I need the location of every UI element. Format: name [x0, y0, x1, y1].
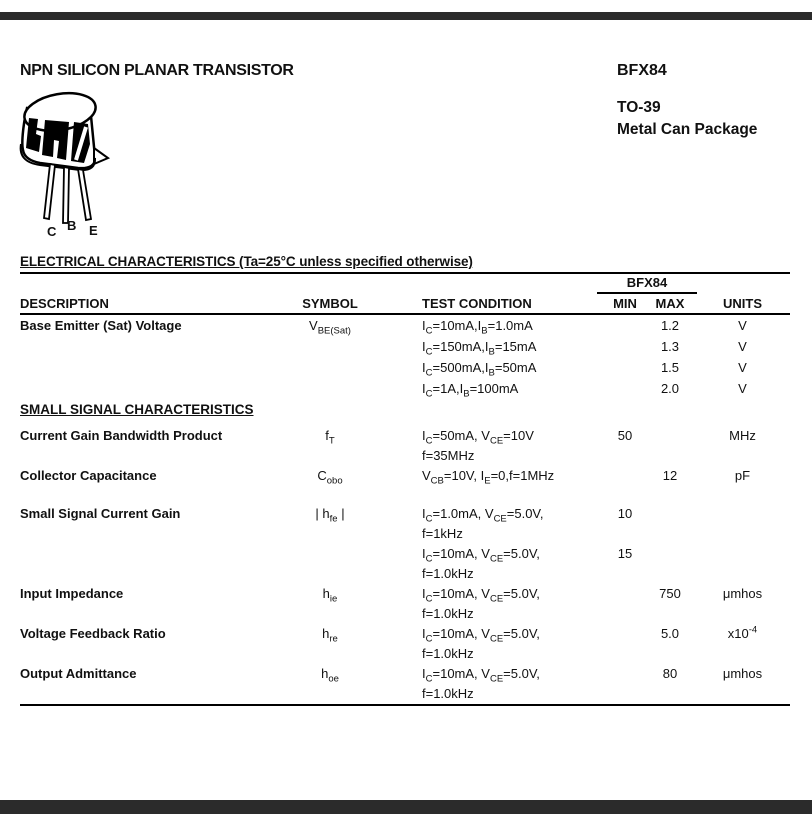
- row-test-condition: $I_C=150mA,I_B=15mA$: [422, 339, 537, 358]
- pin-label-e: E: [89, 223, 98, 238]
- table-row: [20, 504, 790, 544]
- column-header-units: UNITS: [723, 296, 762, 311]
- row-description: Base Emitter (Sat) Voltage: [20, 318, 182, 333]
- table-row: [20, 466, 790, 486]
- row-max: 750: [659, 586, 681, 601]
- row-units: V: [738, 360, 747, 375]
- row-units: V: [738, 318, 747, 333]
- row-units: MHz: [729, 428, 756, 443]
- row-units: μmhos: [722, 586, 763, 601]
- row-min: 10: [617, 506, 633, 521]
- row-description: Small Signal Current Gain: [20, 506, 181, 521]
- row-test-condition: $I_C=10mA$, $V_{CE}=5.0V$, f=1.0kHz: [422, 626, 540, 661]
- row-test-condition: $I_C=10mA$, $V_{CE}=5.0V$, f=1.0kHz: [422, 586, 540, 621]
- row-test-condition: $I_C=50mA$, $V_{CE}=10V$ f=35MHz: [422, 428, 534, 463]
- row-max: 1.5: [660, 360, 680, 375]
- row-test-condition: $I_C=1A,I_B=100mA$: [422, 381, 519, 400]
- row-description: Output Admittance: [20, 666, 137, 681]
- row-symbol: $f_T$: [325, 428, 335, 447]
- row-units: pF: [734, 468, 751, 483]
- row-symbol: $h_{ie}$: [322, 586, 338, 605]
- column-header-test-condition: TEST CONDITION: [422, 296, 532, 311]
- lead-collector: [44, 164, 55, 219]
- row-description: Collector Capacitance: [20, 468, 157, 483]
- small-signal-characteristics-heading: SMALL SIGNAL CHARACTERISTICS: [20, 402, 254, 417]
- row-units: μmhos: [722, 666, 763, 681]
- column-header-symbol: SYMBOL: [302, 296, 358, 311]
- table-header: [20, 274, 790, 315]
- column-header-min: MIN: [613, 296, 637, 311]
- page-title: NPN SILICON PLANAR TRANSISTOR: [20, 62, 294, 79]
- row-max: 1.3: [660, 339, 680, 354]
- row-units: V: [738, 381, 747, 396]
- row-test-condition: $I_C=10mA,I_B=1.0mA$: [422, 318, 533, 337]
- small-signal-section: [20, 426, 790, 704]
- table-row: [20, 426, 790, 466]
- row-test-condition: $I_C=1.0mA$, $V_{CE}=5.0V$, f=1kHz: [422, 506, 544, 541]
- row-test-condition: $I_C=500mA,I_B=50mA$: [422, 360, 537, 379]
- table-row: [20, 378, 790, 399]
- row-max: 12: [662, 468, 678, 483]
- can-tab: [94, 148, 108, 164]
- row-test-condition: $V_{CB}=10V$, $I_E=0,f=1MHz$: [422, 468, 555, 487]
- characteristics-table: [20, 272, 790, 706]
- table-row: [20, 664, 790, 704]
- table-group-header: BFX84: [597, 274, 697, 294]
- electrical-characteristics-heading: ELECTRICAL CHARACTERISTICS (Ta=25°C unless specified otherwise): [20, 254, 473, 269]
- row-units: V: [738, 339, 747, 354]
- sat-voltage-section: [20, 315, 790, 399]
- row-description: Voltage Feedback Ratio: [20, 626, 166, 641]
- row-max: 5.0: [660, 626, 680, 641]
- row-symbol: $V_{BE(Sat)}$: [309, 318, 351, 337]
- part-number: BFX84: [617, 62, 667, 79]
- column-header-description: DESCRIPTION: [20, 296, 109, 311]
- row-min: 50: [617, 428, 633, 443]
- top-rule-bar: [0, 12, 812, 20]
- row-symbol: | $h_{fe}$ |: [315, 506, 345, 525]
- transistor-package-drawing: [14, 86, 126, 241]
- row-max: 1.2: [660, 318, 680, 333]
- table-row: [20, 624, 790, 664]
- row-symbol: $h_{re}$: [322, 626, 338, 645]
- lead-emitter: [78, 169, 91, 220]
- row-units: $x10^{-4}$: [727, 624, 758, 641]
- row-symbol: $C_{obo}$: [317, 468, 343, 487]
- table-row: [20, 315, 790, 336]
- row-max: 80: [662, 666, 678, 681]
- row-min: 15: [617, 546, 633, 561]
- row-description: Current Gain Bandwidth Product: [20, 428, 223, 443]
- row-test-condition: $I_C=10mA$, $V_{CE}=5.0V$, f=1.0kHz: [422, 666, 540, 701]
- table-row: [20, 357, 790, 378]
- row-description: Input Impedance: [20, 586, 124, 601]
- table-row: [20, 584, 790, 624]
- table-row: [20, 544, 790, 584]
- column-header-max: MAX: [655, 296, 685, 311]
- row-max: 2.0: [660, 381, 680, 396]
- row-symbol: $h_{oe}$: [321, 666, 339, 685]
- package-type: TO-39: [617, 99, 661, 116]
- table-row: [20, 336, 790, 357]
- package-name: Metal Can Package: [617, 121, 758, 138]
- lead-base: [63, 167, 69, 223]
- row-test-condition: $I_C=10mA$, $V_{CE}=5.0V$, f=1.0kHz: [422, 546, 540, 581]
- pin-label-b: B: [67, 218, 77, 233]
- pin-label-c: C: [47, 224, 57, 239]
- bottom-rule-bar: [0, 800, 812, 814]
